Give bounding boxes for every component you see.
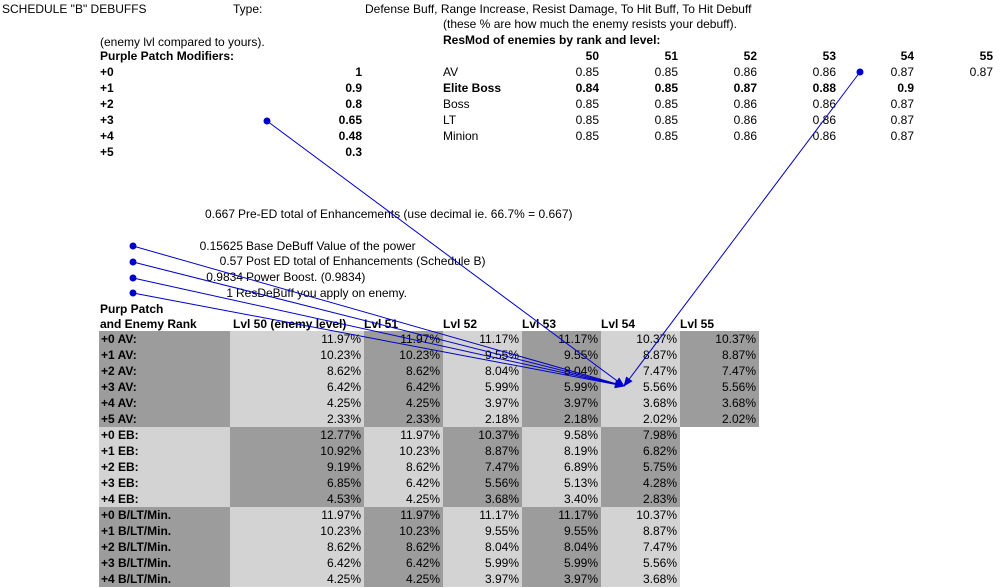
column-header: Lvl 51 [364, 317, 399, 331]
table-cell: 5.56% [601, 555, 680, 571]
table-cell: 10.37% [601, 331, 680, 347]
table-cell: 5.75% [601, 459, 680, 475]
table-head-line2: and Enemy Rank [100, 317, 197, 331]
resmod-value: 0.86 [812, 97, 836, 111]
table-cell: 8.87% [443, 443, 522, 459]
resmod-row-label: Boss [443, 97, 470, 111]
table-cell: 8.87% [680, 347, 759, 363]
arrow-origin-dot [130, 290, 137, 297]
table-row-label: +5 AV: [99, 411, 230, 427]
table-row-label: +1 EB: [99, 443, 230, 459]
arrow-origin-dot [130, 259, 137, 266]
table-row-label: +0 B/LT/Min. [99, 507, 230, 523]
table-cell: 3.97% [522, 571, 601, 587]
resmod-title: ResMod of enemies by rank and level: [443, 33, 661, 47]
table-cell: 3.68% [443, 491, 522, 507]
table-row-label: +2 B/LT/Min. [99, 539, 230, 555]
table-cell: 4.25% [230, 395, 364, 411]
resmod-value: 0.85 [654, 113, 678, 127]
table-cell: 8.62% [230, 539, 364, 555]
table-cell: 6.42% [230, 379, 364, 395]
pre-ed-value[interactable]: 0.667 [204, 207, 235, 221]
table-cell: 2.83% [601, 491, 680, 507]
table-cell: 8.62% [364, 363, 443, 379]
table-cell: 9.55% [522, 523, 601, 539]
resmod-value: 0.87 [890, 97, 914, 111]
resmod-row-label: AV [443, 65, 459, 79]
table-cell: 9.19% [230, 459, 364, 475]
debuff-grid [99, 331, 759, 586]
resmod-value: 0.87 [969, 65, 993, 79]
type-value: Defense Buff, Range Increase, Resist Damage, To Hit Buff, To Hit Debuff [365, 2, 752, 16]
resmod-value: 0.87 [890, 113, 914, 127]
base-debuff-label: Base DeBuff Value of the power [246, 239, 416, 253]
table-cell: 6.42% [230, 555, 364, 571]
resmod-value: 0.87 [733, 81, 757, 95]
purple-row-value: 0.48 [338, 129, 362, 143]
resmod-value: 0.87 [890, 129, 914, 143]
resmod-value: 0.84 [575, 81, 599, 95]
table-row-label: +3 B/LT/Min. [99, 555, 230, 571]
table-cell: 10.23% [364, 523, 443, 539]
table-row-label: +2 EB: [99, 459, 230, 475]
table-row-label: +1 AV: [99, 347, 230, 363]
table-row-label: +4 B/LT/Min. [99, 571, 230, 587]
resmod-value: 0.85 [654, 129, 678, 143]
resdebuff-value[interactable]: 1 [226, 286, 233, 300]
purple-row-label: +0 [100, 65, 114, 79]
base-debuff-value[interactable]: 0.15625 [199, 239, 243, 253]
table-cell: 4.53% [230, 491, 364, 507]
resmod-value: 0.86 [733, 65, 757, 79]
table-cell: 11.17% [443, 331, 522, 347]
purple-row-label: +5 [100, 145, 114, 159]
table-row-label: +1 B/LT/Min. [99, 523, 230, 539]
table-cell: 6.89% [522, 459, 601, 475]
table-row-label: +4 EB: [99, 491, 230, 507]
pre-ed-label: Pre-ED total of Enhancements (use decimal ie. 66.7% = 0.667) [238, 207, 573, 221]
column-header: Lvl 54 [601, 317, 636, 331]
arrow-origin-dot [264, 118, 271, 125]
table-cell: 3.97% [443, 571, 522, 587]
table-row-label: +4 AV: [99, 395, 230, 411]
resmod-level-header: 55 [979, 49, 993, 63]
resmod-value: 0.9 [897, 81, 914, 95]
purple-note: (enemy lvl compared to yours). [100, 35, 265, 49]
resmod-value: 0.85 [575, 65, 599, 79]
table-cell: 9.55% [443, 523, 522, 539]
table-cell: 4.25% [364, 395, 443, 411]
table-cell: 11.17% [522, 507, 601, 523]
table-row-label: +3 EB: [99, 475, 230, 491]
table-cell: 8.62% [364, 539, 443, 555]
resmod-value: 0.86 [733, 113, 757, 127]
table-cell: 3.68% [601, 571, 680, 587]
table-cell: 9.58% [522, 427, 601, 443]
table-cell: 7.47% [680, 363, 759, 379]
table-cell: 10.37% [680, 331, 759, 347]
table-cell: 6.42% [364, 555, 443, 571]
table-cell: 4.25% [364, 571, 443, 587]
table-cell: 10.37% [443, 427, 522, 443]
table-row-label: +0 EB: [99, 427, 230, 443]
table-cell: 4.25% [230, 571, 364, 587]
table-cell: 3.97% [522, 395, 601, 411]
table-row-label: +3 AV: [99, 379, 230, 395]
table-cell: 3.68% [680, 395, 759, 411]
post-ed-value[interactable]: 0.57 [219, 254, 243, 268]
table-cell: 7.47% [601, 539, 680, 555]
column-header: Lvl 53 [522, 317, 557, 331]
table-cell: 10.23% [230, 347, 364, 363]
power-boost-value[interactable]: 0.9834 [206, 270, 243, 284]
table-cell: 8.04% [443, 539, 522, 555]
resmod-level-header: 50 [585, 49, 599, 63]
table-cell: 10.37% [601, 507, 680, 523]
table-cell: 6.82% [601, 443, 680, 459]
resmod-level-header: 51 [664, 49, 678, 63]
resist-note: (these % are how much the enemy resists your debuff). [443, 17, 737, 31]
table-cell: 8.87% [601, 347, 680, 363]
purple-row-label: +2 [100, 97, 114, 111]
resmod-value: 0.85 [654, 81, 678, 95]
post-ed-label: Post ED total of Enhancements (Schedule B) [246, 254, 486, 268]
arrow-origin-dot [130, 275, 137, 282]
table-cell: 5.56% [680, 379, 759, 395]
purple-row-value: 0.3 [345, 145, 362, 159]
table-cell: 5.99% [522, 379, 601, 395]
table-cell: 5.56% [601, 379, 680, 395]
table-cell: 8.62% [230, 363, 364, 379]
resmod-value: 0.85 [575, 113, 599, 127]
table-row-label: +0 AV: [99, 331, 230, 347]
table-cell: 10.23% [364, 443, 443, 459]
table-cell: 8.87% [601, 523, 680, 539]
table-row-label: +2 AV: [99, 363, 230, 379]
table-cell: 4.28% [601, 475, 680, 491]
resmod-value: 0.86 [733, 129, 757, 143]
resmod-value: 0.85 [654, 97, 678, 111]
table-cell: 11.97% [364, 427, 443, 443]
table-cell: 2.02% [680, 411, 759, 427]
table-cell: 2.02% [601, 411, 680, 427]
table-cell: 7.47% [601, 363, 680, 379]
table-cell: 11.97% [364, 507, 443, 523]
resmod-value: 0.85 [575, 97, 599, 111]
table-cell: 8.04% [522, 539, 601, 555]
resmod-value: 0.86 [812, 113, 836, 127]
table-cell: 5.99% [522, 555, 601, 571]
resmod-level-header: 54 [900, 49, 914, 63]
resmod-value: 0.86 [812, 65, 836, 79]
table-cell: 8.62% [364, 459, 443, 475]
purple-row-value: 0.65 [338, 113, 362, 127]
table-cell: 4.25% [364, 491, 443, 507]
table-cell: 9.55% [443, 347, 522, 363]
table-cell: 2.18% [443, 411, 522, 427]
power-boost-label: Power Boost. (0.9834) [246, 270, 366, 284]
table-cell: 8.19% [522, 443, 601, 459]
sheet-title: SCHEDULE "B" DEBUFFS [2, 2, 147, 16]
resmod-value: 0.85 [575, 129, 599, 143]
resmod-row-label: Minion [443, 129, 479, 143]
table-cell: 5.13% [522, 475, 601, 491]
resmod-level-header: 52 [743, 49, 757, 63]
resmod-value: 0.87 [890, 65, 914, 79]
table-cell: 10.23% [364, 347, 443, 363]
table-cell: 10.23% [230, 523, 364, 539]
table-cell: 6.85% [230, 475, 364, 491]
table-cell: 9.55% [522, 347, 601, 363]
column-header: Lvl 50 (enemy level) [233, 317, 347, 331]
table-cell: 3.40% [522, 491, 601, 507]
table-cell: 11.97% [364, 331, 443, 347]
table-cell: 11.97% [230, 507, 364, 523]
purple-row-label: +1 [100, 81, 114, 95]
table-cell: 8.04% [443, 363, 522, 379]
table-cell: 11.97% [230, 331, 364, 347]
resmod-value: 0.86 [812, 129, 836, 143]
arrow-origin-dot [130, 243, 137, 250]
table-cell: 5.99% [443, 379, 522, 395]
purple-row-label: +4 [100, 129, 114, 143]
table-cell: 7.98% [601, 427, 680, 443]
table-cell: 5.99% [443, 555, 522, 571]
table-cell: 6.42% [364, 475, 443, 491]
resmod-value: 0.88 [812, 81, 836, 95]
table-cell: 2.33% [230, 411, 364, 427]
column-header: Lvl 52 [443, 317, 478, 331]
table-cell: 11.17% [522, 331, 601, 347]
purple-row-value: 1 [355, 65, 362, 79]
type-label: Type: [233, 2, 263, 16]
table-cell: 3.68% [601, 395, 680, 411]
purple-row-label: +3 [100, 113, 114, 127]
table-cell: 2.18% [522, 411, 601, 427]
table-cell: 2.33% [364, 411, 443, 427]
table-cell: 11.17% [443, 507, 522, 523]
resmod-row-label: LT [443, 113, 457, 127]
resdebuff-label: ResDeBuff you apply on enemy. [236, 286, 407, 300]
table-cell: 7.47% [443, 459, 522, 475]
table-head-line1: Purp Patch [100, 302, 164, 316]
purple-row-value: 0.8 [345, 97, 362, 111]
table-cell: 12.77% [230, 427, 364, 443]
table-cell: 3.97% [443, 395, 522, 411]
table-cell: 10.92% [230, 443, 364, 459]
resmod-value: 0.85 [654, 65, 678, 79]
column-header: Lvl 55 [680, 317, 715, 331]
table-cell: 8.04% [522, 363, 601, 379]
table-cell: 6.42% [364, 379, 443, 395]
resmod-level-header: 53 [822, 49, 836, 63]
table-cell: 5.56% [443, 475, 522, 491]
purple-row-value: 0.9 [345, 81, 362, 95]
resmod-row-label: Elite Boss [443, 81, 502, 95]
purple-title: Purple Patch Modifiers: [100, 49, 235, 63]
resmod-value: 0.86 [733, 97, 757, 111]
